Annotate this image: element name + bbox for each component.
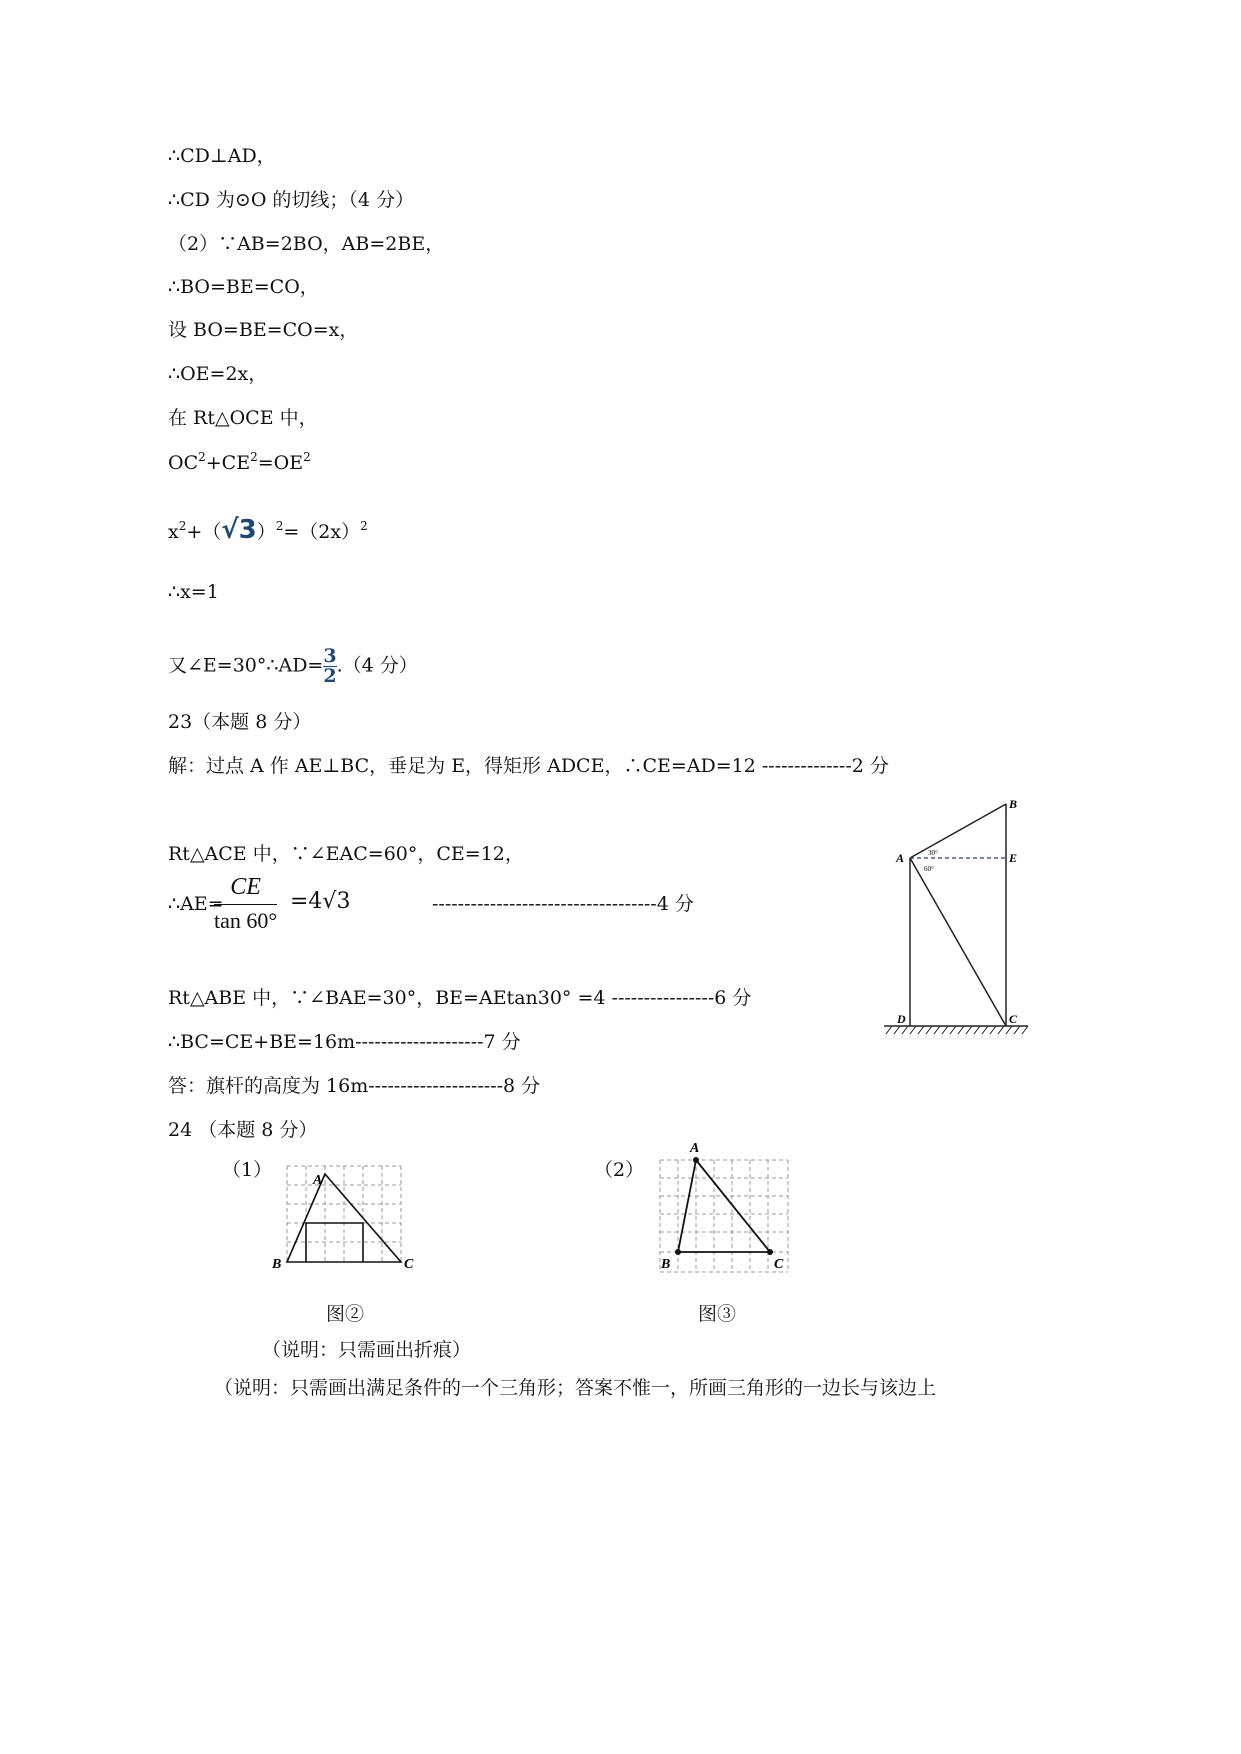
fraction-3-2: $\frac{3}{2}$ [323, 645, 337, 687]
line-answer: 答：旗杆的高度为 16m---------------------8 分 [168, 1075, 541, 1097]
note-triangle: （说明：只需画出满足条件的一个三角形；答案不惟一，所画三角形的一边长与该边上 [214, 1377, 937, 1399]
line-equation: $x^2+(√3)^2=(2x)^2$ [168, 515, 368, 545]
angle-60: 60° [924, 865, 934, 873]
line-ad-result: 又∠E=30°∴AD= $\frac{3}{2}$ .（4 分） [168, 645, 418, 687]
figure-3-caption: 图③ [698, 1303, 737, 1325]
line-oe-2x: ∴OE=2x， [168, 363, 268, 385]
flagpole-diagram [878, 792, 1038, 1042]
fraction-ce-tan60: CE tan 60° [214, 874, 278, 933]
line-cd-tangent: ∴CD 为⊙O 的切线；（4 分） [168, 189, 415, 211]
figure-2-caption: 图② [326, 1303, 365, 1325]
line-rt-abe: Rt△ABE 中，∵∠BAE=30°，BE=AEtan30° =4 ----------------6 分 [168, 987, 752, 1009]
line-pythagoras: $OC^2+CE^2=OE^2$ [168, 450, 311, 474]
line-ae-score: -----------------------------------4 分 [432, 893, 694, 915]
fig2-label-b: B [272, 1257, 282, 1272]
line-part2: （2）∵AB=2BO，AB=2BE， [168, 233, 445, 255]
label-d: D [897, 1012, 906, 1026]
sqrt3-image: √3 [221, 515, 257, 545]
fig2-label-c: C [404, 1257, 414, 1272]
grid-figure-3 [646, 1136, 802, 1282]
line-set-x: 设 BO=BE=CO=x， [168, 319, 359, 341]
label-a: A [896, 851, 905, 865]
label-c: C [1009, 1012, 1018, 1026]
line-bo-be-co: ∴BO=BE=CO， [168, 276, 319, 298]
label-b: B [1009, 797, 1018, 811]
line-x-eq-1: ∴x=1 [168, 581, 219, 603]
line-rt-ace: Rt△ACE 中，∵∠EAC=60°，CE=12， [168, 843, 524, 865]
note-crease: （说明：只需画出折痕） [262, 1339, 472, 1361]
fig3-label-a: A [690, 1141, 700, 1156]
label-e: E [1009, 851, 1018, 865]
line-cd-perp-ad: ∴CD⊥AD， [168, 145, 276, 167]
line-rt-oce: 在 Rt△OCE 中， [168, 407, 318, 429]
angle-30: 30° [928, 849, 938, 857]
fig3-label-c: C [774, 1257, 784, 1272]
part-2-label: （2） [594, 1159, 645, 1181]
line-ae-pre: ∴AE= [168, 893, 224, 915]
fig2-label-a: A [313, 1173, 323, 1188]
line-bc-result: ∴BC=CE+BE=16m--------------------7 分 [168, 1031, 521, 1053]
question-24-heading: 24 （本题 8 分） [168, 1119, 318, 1141]
grid-figure-2 [268, 1158, 420, 1282]
line-solution-start: 解：过点 A 作 AE⊥BC，垂足为 E，得矩形 ADCE，∴CE=AD=12 --------------2 分 [168, 755, 889, 777]
question-23-heading: 23（本题 8 分） [168, 711, 312, 733]
line-ae-result: =4√3 [290, 889, 351, 914]
fig3-label-b: B [661, 1257, 671, 1272]
part-1-label: （1） [222, 1159, 273, 1181]
